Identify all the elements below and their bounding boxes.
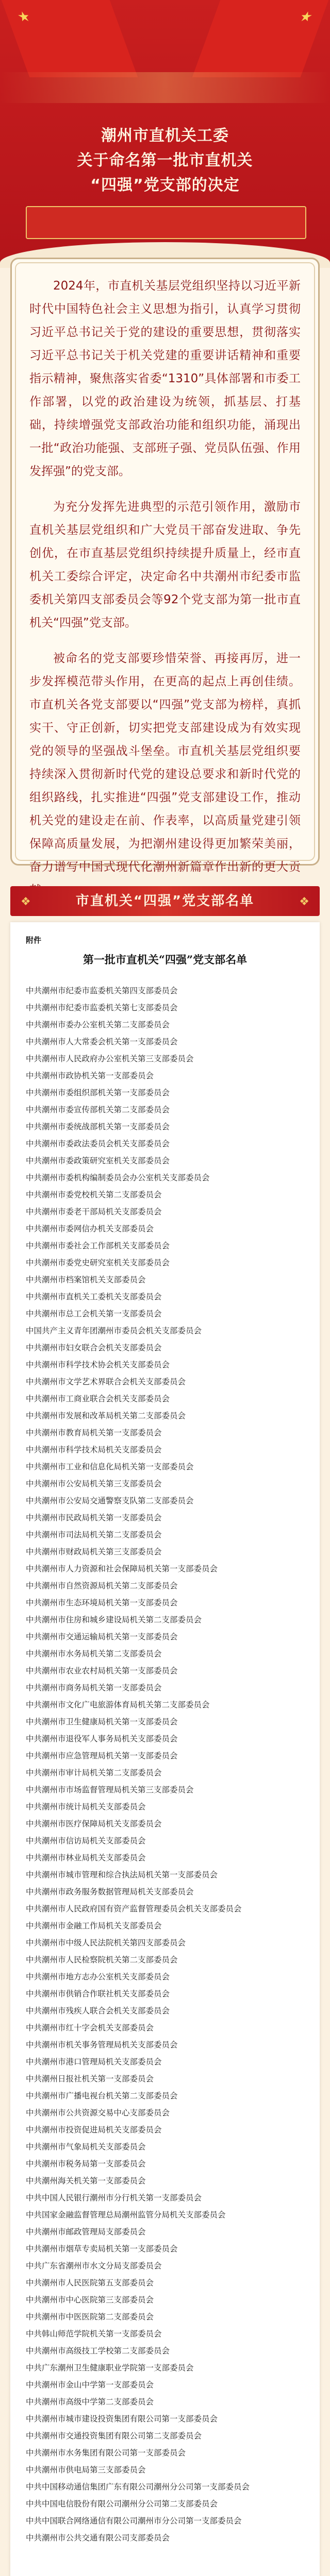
- list-item: 中共广东潮州卫生健康职业学院第一支部委员会: [26, 2363, 194, 2372]
- list-item: 中共潮州市水务集团有限公司第一支部委员会: [26, 2448, 186, 2458]
- list-item: 中共潮州市商务局机关第一支部委员会: [26, 1683, 162, 1692]
- list-item: 中共潮州市中医医院第二支部委员会: [26, 2312, 154, 2321]
- list-item: 中共潮州市人民医院第五支部委员会: [26, 2278, 154, 2287]
- title-line-3: “四强”党支部的决定: [90, 176, 240, 194]
- list-item: 中共潮州市高级技工学校第二支部委员会: [26, 2346, 170, 2355]
- intro-paragraph-1: 2024年，市直机关基层党组织坚持以习近平新时代中国特色社会主义思想为指引，认真学习贯彻习近平总书记关于党的建设的重要思想，贯彻落实习近平总书记关于机关党建的重要讲话精神和重要指示精神，聚焦落实省委“1310”具体部署和市委工作部署，以党的政治建设为统领，抓基层、打基础，持续增强党支部政治功能和组织功能，涌现出一批“政治功能强、支部班子强、党员队伍强、作用发挥强”的党支部。: [29, 279, 301, 478]
- list-item: 中共潮州市公安局交通警察支队第二支部委员会: [26, 1496, 194, 1505]
- list-item: 中共潮州市卫生健康局机关第一支部委员会: [26, 1717, 178, 1726]
- list-item: 中共潮州市地方志办公室机关支部委员会: [26, 1972, 170, 1981]
- list-item: 中共潮州市政协机关第一支部委员会: [26, 1071, 154, 1080]
- title-line-2: 关于命名第一批市直机关: [77, 151, 253, 170]
- list-item: 中共潮州市委宣传部机关第二支部委员会: [26, 1105, 170, 1114]
- list-item: 中共潮州市城市建设投资集团有限公司第一支部委员会: [26, 2414, 218, 2424]
- ribbon-decoration: [26, 206, 306, 239]
- red-flag-left: [2, 0, 138, 77]
- list-item: 中共潮州市委党校机关第二支部委员会: [26, 1190, 162, 1199]
- list-item: 中共潮州市残疾人联合会机关支部委员会: [26, 2006, 170, 2015]
- ornament-icon: ❖: [21, 895, 31, 908]
- list-item: 中共潮州市直机关工委机关支部委员会: [26, 1292, 162, 1301]
- list-item: 中共潮州市文化广电旅游体育局机关第二支部委员会: [26, 1700, 210, 1709]
- attachment-document: [10, 922, 320, 2576]
- list-item: 中共潮州市档案馆机关支部委员会: [26, 1275, 146, 1284]
- list-item: 中共潮州市邮政管理局支部委员会: [26, 2227, 146, 2236]
- list-item: 中共潮州海关机关第一支部委员会: [26, 2176, 146, 2185]
- list-item: 中共潮州市委政策研究室机关支部委员会: [26, 1156, 170, 1165]
- list-item: 中共潮州市红十字会机关支部委员会: [26, 2023, 154, 2032]
- intro-paragraph-3: 被命名的党支部要珍惜荣誉、再接再厉，进一步发挥模范带头作用，在更高的起点上再创佳绩。市直机关各党支部要以“四强”党支部为榜样，真抓实干、守正创新，切实把党支部建设成为有效实现党的领导的坚强战斗堡垒。市直机关基层党组织要持续深入贯彻新时代党的建设总要求和新时代党的组织路线，扎实推进“四强”党支部建设工作，推动机关党的建设走在前、作表率，以高质量党建引领保障高质量发展，为把潮州建设得更加繁荣美丽，奋力谱写中国式现代化潮州新篇章作出新的更大贡: [29, 652, 301, 874]
- list-item: 中共潮州市金融工作局机关支部委员会: [26, 1921, 162, 1930]
- ornament-icon: ❖: [299, 895, 309, 908]
- list-item: 中共潮州市人民政府国有资产监督管理委员会机关支部委员会: [26, 1904, 242, 1913]
- section-divider: [0, 886, 330, 927]
- list-item: 中共潮州市人民检察院机关第二支部委员会: [26, 1955, 178, 1964]
- list-item: 中共潮州市生态环境局机关第一支部委员会: [26, 1598, 178, 1607]
- list-item: 中共潮州市高级中学第二支部委员会: [26, 2397, 154, 2406]
- list-item: 中共潮州市交通运输局机关第一支部委员会: [26, 1632, 178, 1641]
- list-item: 中共潮州市科学技术局机关支部委员会: [26, 1445, 162, 1454]
- list-item: 中共潮州市委党史研究室机关支部委员会: [26, 1258, 170, 1267]
- list-item: 中共潮州市财政局机关第三支部委员会: [26, 1547, 162, 1556]
- list-item: 中共潮州市委老干部局机关支部委员会: [26, 1207, 162, 1216]
- list-item: 中共潮州市林业局机关支部委员会: [26, 1853, 146, 1862]
- list-item: 中共潮州市工业和信息化局机关第一支部委员会: [26, 1462, 194, 1471]
- list-item: 中共潮州市公共资源交易中心支部委员会: [26, 2108, 170, 2117]
- page-title: [36, 124, 294, 198]
- list-item: 中共潮州市司法局机关第二支部委员会: [26, 1530, 162, 1539]
- list-item: 中共潮州市中级人民法院机关第四支部委员会: [26, 1938, 186, 1947]
- list-item: 中共中国移动通信集团广东有限公司潮州分公司第一支部委员会: [26, 2482, 250, 2492]
- list-item: 中共中国人民银行潮州市分行机关第一支部委员会: [26, 2193, 202, 2202]
- list-item: 中共潮州市自然资源局机关第二支部委员会: [26, 1581, 178, 1590]
- list-item: 中国共产主义青年团潮州市委员会机关支部委员会: [26, 1326, 202, 1335]
- list-item: 中共潮州市委组织部机关第一支部委员会: [26, 1088, 170, 1097]
- list-item: 中共潮州市广播电视台机关第二支部委员会: [26, 2091, 178, 2100]
- list-item: 中共潮州市委政法委员会机关支部委员会: [26, 1139, 170, 1148]
- list-item: 中共潮州市民政局机关第一支部委员会: [26, 1513, 162, 1522]
- list-item: 中共潮州市机关事务管理局机关支部委员会: [26, 2040, 178, 2049]
- list-item: 中共潮州市科学技术协会机关支部委员会: [26, 1360, 170, 1369]
- list-item: 中共潮州市交通投资集团有限公司第二支部委员会: [26, 2431, 202, 2441]
- list-item: 中共潮州市水务局机关第二支部委员会: [26, 1649, 162, 1658]
- list-item: 中共中国电信股份有限公司潮州分公司第二支部委员会: [26, 2499, 218, 2509]
- list-item: 中共潮州市发展和改革局机关第二支部委员会: [26, 1411, 186, 1420]
- list-item: 中共潮州市委网信办机关支部委员会: [26, 1224, 154, 1233]
- list-item: 中共国家金融监督管理总局潮州监管分局机关支部委员会: [26, 2210, 226, 2219]
- list-item: 中共潮州市妇女联合会机关支部委员会: [26, 1343, 162, 1352]
- list-item: 中共潮州市统计局机关支部委员会: [26, 1802, 146, 1811]
- list-item: 中共广东省潮州市水文分局支部委员会: [26, 2261, 162, 2270]
- list-item: 中共潮州市退役军人事务局机关支部委员会: [26, 1734, 178, 1743]
- list-item: 中共潮州市气象局机关支部委员会: [26, 2142, 146, 2151]
- list-item: 中共潮州市供销合作联社机关支部委员会: [26, 1989, 170, 1998]
- list-item: 中共潮州市应急管理局机关第一支部委员会: [26, 1751, 178, 1760]
- list-item: 中共潮州市城市管理和综合执法局机关第一支部委员会: [26, 1870, 218, 1879]
- list-item: 中共潮州市委统战部机关第一支部委员会: [26, 1122, 170, 1131]
- list-item: 中共潮州市政务服务数据管理局机关支部委员会: [26, 1887, 194, 1896]
- gold-band-decoration: [0, 72, 330, 103]
- attachment-label: 附件: [26, 936, 42, 945]
- list-item: 中共潮州市金山中学第一支部委员会: [26, 2380, 154, 2389]
- list-item: 中共潮州市审计局机关第二支部委员会: [26, 1768, 162, 1777]
- list-item: 中共潮州市公安局机关第三支部委员会: [26, 1479, 162, 1488]
- list-item: 中共潮州日报社机关第一支部委员会: [26, 2074, 154, 2083]
- list-item: 中共潮州市投资促进局机关支部委员会: [26, 2125, 162, 2134]
- list-item: 中共潮州市烟草专卖局机关第一支部委员会: [26, 2244, 178, 2253]
- list-item: 中共潮州市信访局机关支部委员会: [26, 1836, 146, 1845]
- list-item: 中共中国联合网络通信有限公司潮州市分公司第一支部委员会: [26, 2516, 242, 2526]
- divider-label: 市直机关“四强”党支部名单: [75, 893, 255, 909]
- list-item: 中共潮州市委机构编制委员会办公室机关支部委员会: [26, 1173, 210, 1182]
- list-item: 中共潮州市纪委市监委机关第七支部委员会: [26, 1003, 178, 1012]
- list-item: 中共潮州市人力资源和社会保障局机关第一支部委员会: [26, 1564, 218, 1573]
- list-item: 中共潮州市港口管理局机关支部委员会: [26, 2057, 162, 2066]
- list-item: 中共潮州市文学艺术界联合会机关支部委员会: [26, 1377, 186, 1386]
- list-item: 中共潮州市供电局第三支部委员会: [26, 2465, 146, 2475]
- list-item: 中共潮州市委办公室机关第二支部委员会: [26, 1020, 170, 1029]
- title-line-1: 潮州市直机关工委: [101, 127, 229, 145]
- list-item: 中共潮州市住房和城乡建设局机关第二支部委员会: [26, 1615, 202, 1624]
- list-item: 中共潮州市纪委市监委机关第四支部委员会: [26, 986, 178, 995]
- list-item: 中共潮州市教育局机关第一支部委员会: [26, 1428, 162, 1437]
- list-item: 中共潮州市中心医院第三支部委员会: [26, 2295, 154, 2304]
- document-title: 第一批市直机关“四强”党支部名单: [82, 953, 248, 966]
- list-item: 中共潮州市农业农村局机关第一支部委员会: [26, 1666, 178, 1675]
- list-item: 中共潮州市总工会机关第一支部委员会: [26, 1309, 162, 1318]
- list-item: 中共潮州市委社会工作部机关支部委员会: [26, 1241, 170, 1250]
- list-item: 中共潮州市市场监督管理局机关第三支部委员会: [26, 1785, 194, 1794]
- intro-paragraph-2: 为充分发挥先进典型的示范引领作用，激励市直机关基层党组织和广大党员干部奋发进取、争先创优，在市直基层党组织持续提升质量上，经市直机关工委综合评定，决定命名中共潮州市纪委市监委机关第四支部委员会等92个党支部为第一批市直机关“四强”党支部。: [29, 500, 301, 630]
- list-item: 中共潮州市税务局第一支部委员会: [26, 2159, 146, 2168]
- list-item: 中共潮州市人大常委会机关第一支部委员会: [26, 1037, 178, 1046]
- header-banner: [0, 0, 330, 268]
- intro-card: [10, 258, 320, 874]
- list-item: 中共潮州市人民政府办公室机关第三支部委员会: [26, 1054, 194, 1063]
- star-icon: ★: [15, 9, 33, 25]
- red-flag-right: [192, 0, 329, 77]
- list-item: 中共韩山师范学院机关第一支部委员会: [26, 2329, 162, 2338]
- list-item: 中共潮州市工商业联合会机关支部委员会: [26, 1394, 170, 1403]
- organization-list: [26, 982, 304, 2547]
- list-item: 中共潮州市公共交通有限公司支部委员会: [26, 2533, 170, 2543]
- list-item: 中共潮州市医疗保障局机关支部委员会: [26, 1819, 162, 1828]
- star-icon: ★: [297, 9, 315, 25]
